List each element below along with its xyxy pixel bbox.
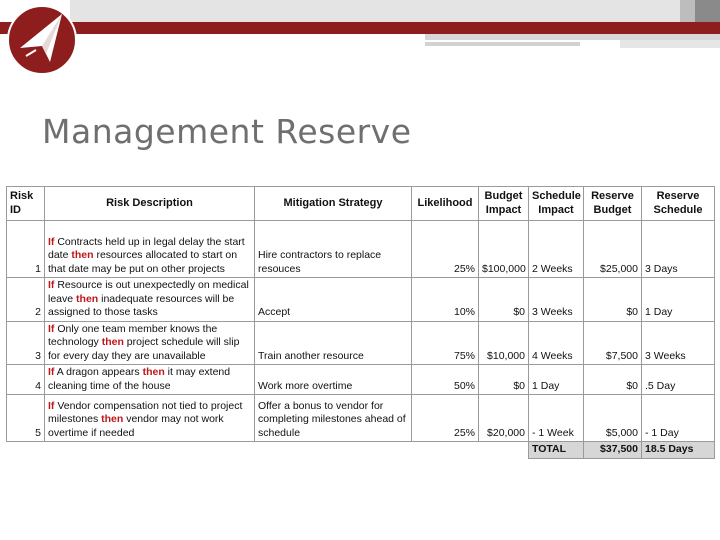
risk-description-cell xyxy=(45,395,255,442)
risk-keyword: then xyxy=(76,292,99,305)
reserve-budget-cell: $25,000 xyxy=(584,221,642,278)
risk-text: A dragon appears xyxy=(54,366,143,378)
mitigation-cell: Work more overtime xyxy=(255,365,412,395)
risk-text: project schedule will slip for every day they are unavailable xyxy=(48,336,240,362)
risk-table xyxy=(6,186,715,459)
header-likelihood: Likelihood xyxy=(412,187,479,221)
header-strip xyxy=(425,42,580,46)
schedule-impact-cell: 3 Weeks xyxy=(529,278,584,322)
reserve-budget-cell: $5,000 xyxy=(584,395,642,442)
reserve-budget-cell: $0 xyxy=(584,278,642,322)
table-row xyxy=(7,365,715,395)
budget-impact-cell: $0 xyxy=(479,278,529,322)
risk-text: vendor may not work overtime if needed xyxy=(48,413,224,439)
table-row xyxy=(7,395,715,442)
header-risk-description: Risk Description xyxy=(45,187,255,221)
header-schedule-impact: Schedule Impact xyxy=(529,187,584,221)
mitigation-cell: Offer a bonus to vendor for completing milestones ahead of schedule xyxy=(255,395,412,442)
reserve-schedule-cell: 1 Day xyxy=(642,278,715,322)
budget-impact-cell: $20,000 xyxy=(479,395,529,442)
risk-description-cell xyxy=(45,221,255,278)
risk-id-cell: 5 xyxy=(7,395,45,442)
budget-impact-cell: $10,000 xyxy=(479,321,529,365)
budget-impact-cell: $0 xyxy=(479,365,529,395)
risk-keyword: If xyxy=(48,279,55,291)
table-row xyxy=(7,321,715,365)
total-reserve-schedule: 18.5 Days xyxy=(642,442,715,459)
risk-keyword: If xyxy=(48,366,55,378)
risk-text: Resource is out unexpectedly on medical leave xyxy=(48,279,249,305)
mitigation-cell: Train another resource xyxy=(255,321,412,365)
risk-description-cell xyxy=(45,321,255,365)
risk-text: it may extend cleaning time of the house xyxy=(48,366,231,392)
likelihood-cell: 75% xyxy=(412,321,479,365)
schedule-impact-cell: - 1 Week xyxy=(529,395,584,442)
likelihood-cell: 50% xyxy=(412,365,479,395)
risk-id-cell: 2 xyxy=(7,278,45,322)
schedule-impact-cell: 1 Day xyxy=(529,365,584,395)
risk-id-cell: 3 xyxy=(7,321,45,365)
likelihood-cell: 10% xyxy=(412,278,479,322)
reserve-schedule-cell: .5 Day xyxy=(642,365,715,395)
reserve-budget-cell: $0 xyxy=(584,365,642,395)
risk-text: resources allocated to start on that date may be put on other projects xyxy=(48,249,238,275)
risk-id-cell: 1 xyxy=(7,221,45,278)
header-gray-side xyxy=(680,0,695,22)
risk-keyword: If xyxy=(48,399,55,412)
header-strip xyxy=(620,40,720,48)
total-row xyxy=(7,442,715,459)
risk-description-cell xyxy=(45,278,255,322)
reserve-schedule-cell: 3 Days xyxy=(642,221,715,278)
header-risk-id: Risk ID xyxy=(7,187,45,221)
risk-keyword: then xyxy=(101,336,124,348)
risk-text: Contracts held up in legal delay the start date xyxy=(48,235,245,261)
slide-title: Management Reserve xyxy=(42,112,412,151)
risk-keyword: then xyxy=(101,413,124,425)
header-reserve-schedule: Reserve Schedule xyxy=(642,187,715,221)
risk-keyword: If xyxy=(48,322,55,335)
schedule-impact-cell: 4 Weeks xyxy=(529,321,584,365)
reserve-schedule-cell: 3 Weeks xyxy=(642,321,715,365)
header-reserve-budget: Reserve Budget xyxy=(584,187,642,221)
header-gray-band xyxy=(70,0,720,22)
total-label: TOTAL xyxy=(529,442,584,459)
total-reserve-budget: $37,500 xyxy=(584,442,642,459)
risk-text: Only one team member knows the technology xyxy=(48,322,218,348)
reserve-schedule-cell: - 1 Day xyxy=(642,395,715,442)
table-header-row xyxy=(7,187,715,221)
schedule-impact-cell: 2 Weeks xyxy=(529,221,584,278)
mitigation-cell: Accept xyxy=(255,278,412,322)
risk-id-cell: 4 xyxy=(7,365,45,395)
risk-keyword: If xyxy=(48,235,55,248)
risk-text: Vendor compensation not tied to project milestones xyxy=(48,399,243,425)
likelihood-cell: 25% xyxy=(412,221,479,278)
logo-icon xyxy=(6,4,78,76)
mitigation-cell: Hire contractors to replace resouces xyxy=(255,221,412,278)
header-budget-impact: Budget Impact xyxy=(479,187,529,221)
header-mitigation: Mitigation Strategy xyxy=(255,187,412,221)
budget-impact-cell: $100,000 xyxy=(479,221,529,278)
risk-keyword: then xyxy=(71,249,94,261)
reserve-budget-cell: $7,500 xyxy=(584,321,642,365)
risk-description-cell xyxy=(45,365,255,395)
table-row xyxy=(7,221,715,278)
header-red-band xyxy=(0,22,720,34)
header-gray-dark xyxy=(695,0,720,22)
likelihood-cell: 25% xyxy=(412,395,479,442)
table-row xyxy=(7,278,715,322)
risk-keyword: then xyxy=(142,366,165,378)
risk-text: inadequate resources will be assigned to those tasks xyxy=(48,292,235,318)
